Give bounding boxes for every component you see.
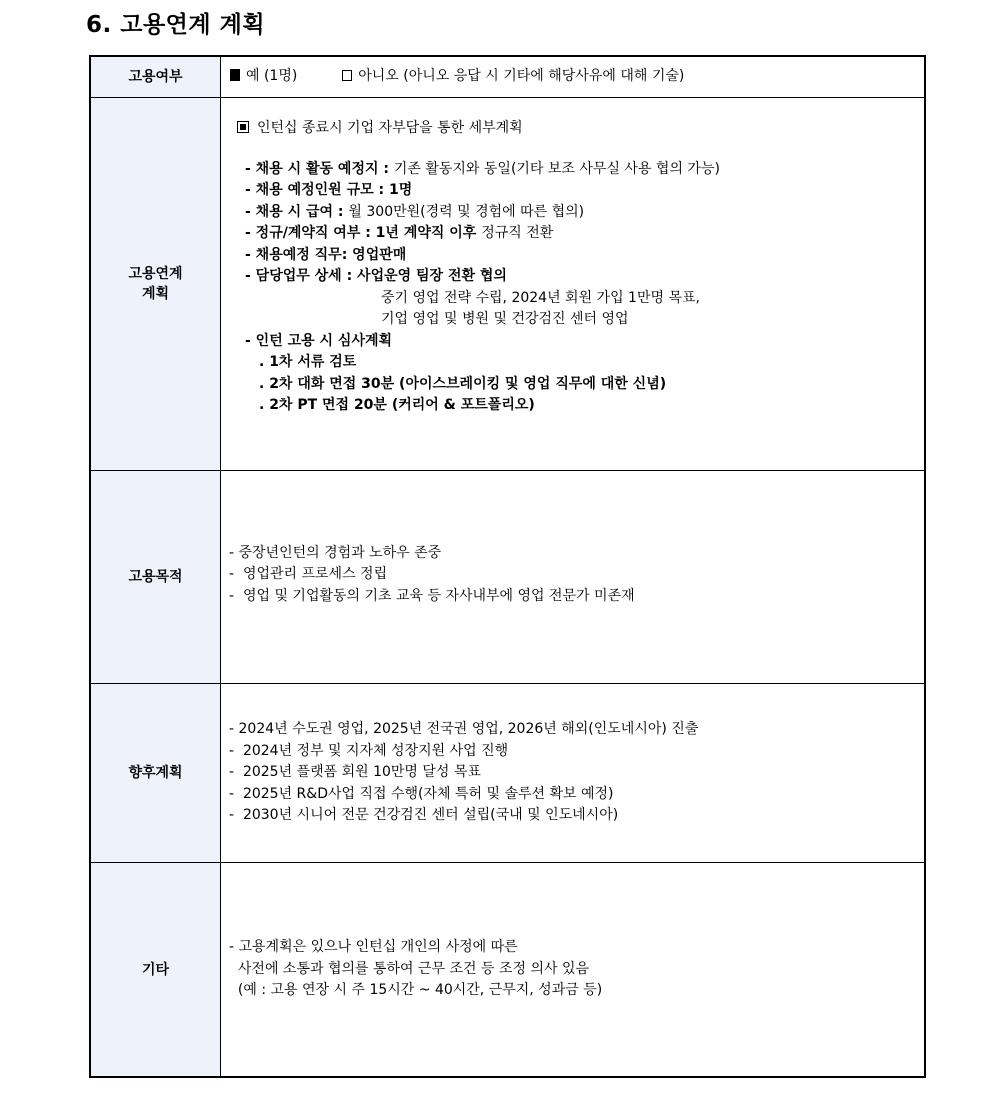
section-title: 6. 고용연계 계획	[86, 12, 266, 38]
label-employment-status: 고용여부	[91, 57, 221, 97]
yes-label: 예 (1명)	[246, 68, 298, 85]
checked-square-icon	[230, 69, 240, 81]
plan-heading: 인턴십 종료시 기업 자부담을 통한 세부계획	[237, 118, 924, 140]
employment-plan-table	[89, 55, 926, 1078]
plan-item: - 담당업무 상세 : 사업운영 팀장 전환 협의	[245, 268, 507, 284]
future-item: - 2024년 수도권 영업, 2025년 전국권 영업, 2026년 해외(인도네시아) 진출	[229, 721, 699, 738]
row-other	[91, 863, 924, 1076]
other-item: (예 : 고용 연장 시 주 15시간 ~ 40시간, 근무지, 성과금 등)	[229, 982, 603, 999]
yes-checkbox[interactable]	[230, 68, 246, 84]
label-purpose: 고용목적	[91, 471, 221, 683]
value-linkage-plan	[221, 98, 924, 470]
unchecked-square-icon	[342, 70, 352, 81]
review-step: . 1차 서류 검토	[259, 354, 357, 370]
purpose-item: - 영업관리 프로세스 정립	[229, 566, 388, 583]
no-checkbox[interactable]	[342, 68, 358, 84]
duty-detail: 중기 영업 전략 수립, 2024년 회원 가입 1만명 목표,	[381, 289, 700, 306]
value-purpose	[221, 471, 924, 683]
review-heading: - 인턴 고용 시 심사계획	[245, 332, 393, 349]
boxed-square-icon	[237, 121, 249, 133]
label-line2: 계획	[141, 286, 170, 302]
purpose-item: - 영업 및 기업활동의 기초 교육 등 자사내부에 영업 전문가 미존재	[229, 587, 635, 604]
future-item: - 2030년 시니어 전문 건강검진 센터 설립(국내 및 인도네시아)	[229, 807, 619, 824]
row-linkage-plan	[91, 98, 924, 471]
row-future-plan	[91, 684, 924, 863]
future-item: - 2025년 R&D사업 직접 수행(자체 특허 및 솔루션 확보 예정)	[229, 785, 614, 802]
value-other	[221, 863, 924, 1076]
label-future-plan: 향후계획	[91, 684, 221, 862]
label-other: 기타	[91, 863, 221, 1076]
row-purpose	[91, 471, 924, 684]
row-employment-status	[91, 57, 924, 98]
no-label: 아니오 (아니오 응답 시 기타에 해당사유에 대해 기술)	[358, 68, 685, 85]
value-future-plan	[221, 684, 924, 862]
label-line1: 고용연계	[128, 266, 183, 282]
review-step: . 2차 PT 면접 20분 (커리어 & 포트폴리오)	[259, 397, 535, 413]
plan-item: - 채용 예정인원 규모 : 1명	[245, 182, 413, 198]
future-item: - 2025년 플랫폼 회원 10만명 달성 목표	[229, 764, 481, 781]
other-item: 사전에 소통과 협의를 통하여 근무 조건 등 조정 의사 있음	[229, 960, 590, 977]
label-linkage-plan	[91, 98, 221, 470]
plan-item: - 채용예정 직무: 영업판매	[245, 246, 407, 263]
other-item: - 고용계획은 있으나 인턴십 개인의 사정에 따른	[229, 939, 518, 956]
plan-item: - 채용 시 활동 예정지 : 기존 활동지와 동일(기타 보조 사무실 사용 협의 가능)	[245, 160, 720, 177]
future-item: - 2024년 정부 및 지자체 성장지원 사업 진행	[229, 742, 509, 759]
purpose-item: - 중장년인턴의 경험과 노하우 존중	[229, 544, 442, 561]
plan-item: - 정규/계약직 여부 : 1년 계약직 이후 정규직 전환	[245, 225, 554, 241]
review-step: . 2차 대화 면접 30분 (아이스브레이킹 및 영업 직무에 대한 신념)	[259, 375, 667, 392]
duty-detail: 기업 영업 및 병원 및 건강검진 센터 영업	[381, 311, 629, 327]
value-employment-status	[221, 57, 924, 97]
plan-item: - 채용 시 급여 : 월 300만원(경력 및 경험에 따른 협의)	[245, 203, 585, 220]
